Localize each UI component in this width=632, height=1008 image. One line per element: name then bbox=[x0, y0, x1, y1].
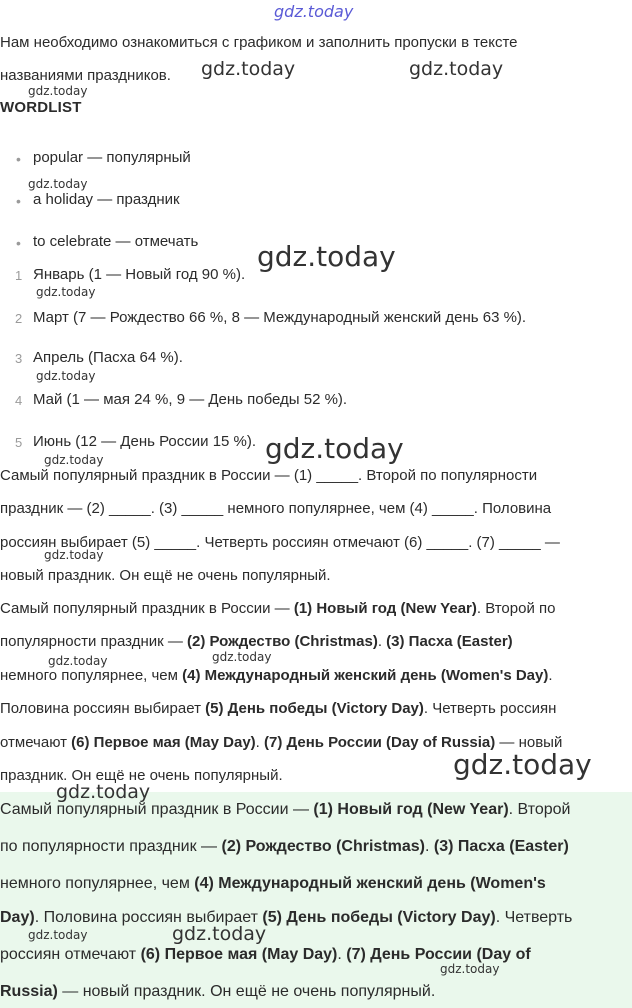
answer-line: популярности праздник — (2) Рождество (Christmas). (3) Пасха (Easter) bbox=[0, 633, 513, 650]
chart-list-item: Март (7 — Рождество 66 %, 8 — Международный женский день 63 %). bbox=[33, 309, 527, 326]
answer-highlight-block bbox=[0, 792, 632, 1008]
watermark: gdz.today bbox=[212, 650, 272, 664]
chart-list-item: Январь (1 — Новый год 90 %). bbox=[33, 266, 246, 283]
watermark: gdz.today bbox=[453, 748, 592, 781]
answer-line: Половина россиян выбирает (5) День победы (Victory Day). Четверть россиян bbox=[0, 700, 557, 717]
intro-line: названиями праздников. bbox=[0, 67, 171, 84]
watermark: gdz.today bbox=[28, 928, 88, 942]
chart-list-item: Апрель (Пасха 64 %). bbox=[33, 349, 183, 366]
wordlist-item: to celebrate — отмечать bbox=[33, 233, 199, 250]
answer-line: по популярности праздник — (2) Рождество (Christmas). (3) Пасха (Easter) bbox=[0, 838, 569, 855]
watermark: gdz.today bbox=[201, 58, 296, 80]
watermark: gdz.today bbox=[440, 962, 500, 976]
list-number: 3 bbox=[15, 351, 23, 366]
list-number: 5 bbox=[15, 435, 23, 450]
watermark: gdz.today bbox=[56, 781, 151, 803]
list-number: 2 bbox=[15, 311, 23, 326]
bullet-icon: • bbox=[16, 193, 21, 209]
bullet-icon: • bbox=[16, 151, 21, 167]
answer-line: Самый популярный праздник в России — (1) Новый год (New Year). Второй по bbox=[0, 600, 556, 617]
answer-line: Russia) — новый праздник. Он ещё не очень популярный. bbox=[0, 983, 436, 1000]
wordlist-item: popular — популярный bbox=[33, 149, 191, 166]
answer-line: праздник. Он ещё не очень популярный. bbox=[0, 767, 283, 784]
watermark: gdz.today bbox=[44, 548, 104, 562]
chart-list-item: Июнь (12 — День России 15 %). bbox=[33, 433, 257, 450]
wordlist-heading: WORDLIST bbox=[0, 99, 82, 116]
watermark: gdz.today bbox=[44, 453, 104, 467]
chart-list-item: Май (1 — мая 24 %, 9 — День победы 52 %). bbox=[33, 391, 348, 408]
list-number: 4 bbox=[15, 393, 23, 408]
watermark: gdz.today bbox=[172, 923, 267, 945]
watermark: gdz.today bbox=[409, 58, 504, 80]
watermark: gdz.today bbox=[36, 285, 96, 299]
watermark: gdz.today bbox=[257, 240, 396, 273]
wordlist-item: a holiday — праздник bbox=[33, 191, 180, 208]
task-text-line: новый праздник. Он ещё не очень популярный. bbox=[0, 567, 331, 584]
watermark: gdz.today bbox=[36, 369, 96, 383]
watermark-top: gdz.today bbox=[274, 2, 354, 21]
answer-line: немного популярнее, чем (4) Международный женский день (Women's bbox=[0, 875, 546, 892]
intro-line: Нам необходимо ознакомиться с графиком и заполнить пропуски в тексте bbox=[0, 34, 518, 51]
answer-line: Day). Половина россиян выбирает (5) День победы (Victory Day). Четверть bbox=[0, 909, 573, 926]
bullet-icon: • bbox=[16, 235, 21, 251]
answer-line: отмечают (6) Первое мая (May Day). (7) День России (Day of Russia) — новый bbox=[0, 734, 563, 751]
watermark: gdz.today bbox=[28, 84, 88, 98]
list-number: 1 bbox=[15, 268, 23, 283]
answer-line: россиян отмечают (6) Первое мая (May Day). (7) День России (Day of bbox=[0, 946, 531, 963]
answer-line: немного популярнее, чем (4) Международный женский день (Women's Day). bbox=[0, 667, 553, 684]
answer-line: Самый популярный праздник в России — (1) Новый год (New Year). Второй bbox=[0, 801, 571, 818]
watermark: gdz.today bbox=[265, 432, 404, 465]
watermark: gdz.today bbox=[28, 177, 88, 191]
task-text-line: праздник — (2) _____. (3) _____ немного популярнее, чем (4) _____. Половина bbox=[0, 500, 552, 517]
task-text-line: россиян выбирает (5) _____. Четверть россиян отмечают (6) _____. (7) _____ — bbox=[0, 534, 560, 551]
watermark: gdz.today bbox=[48, 654, 108, 668]
task-text-line: Самый популярный праздник в России — (1) _____. Второй по популярности bbox=[0, 467, 538, 484]
